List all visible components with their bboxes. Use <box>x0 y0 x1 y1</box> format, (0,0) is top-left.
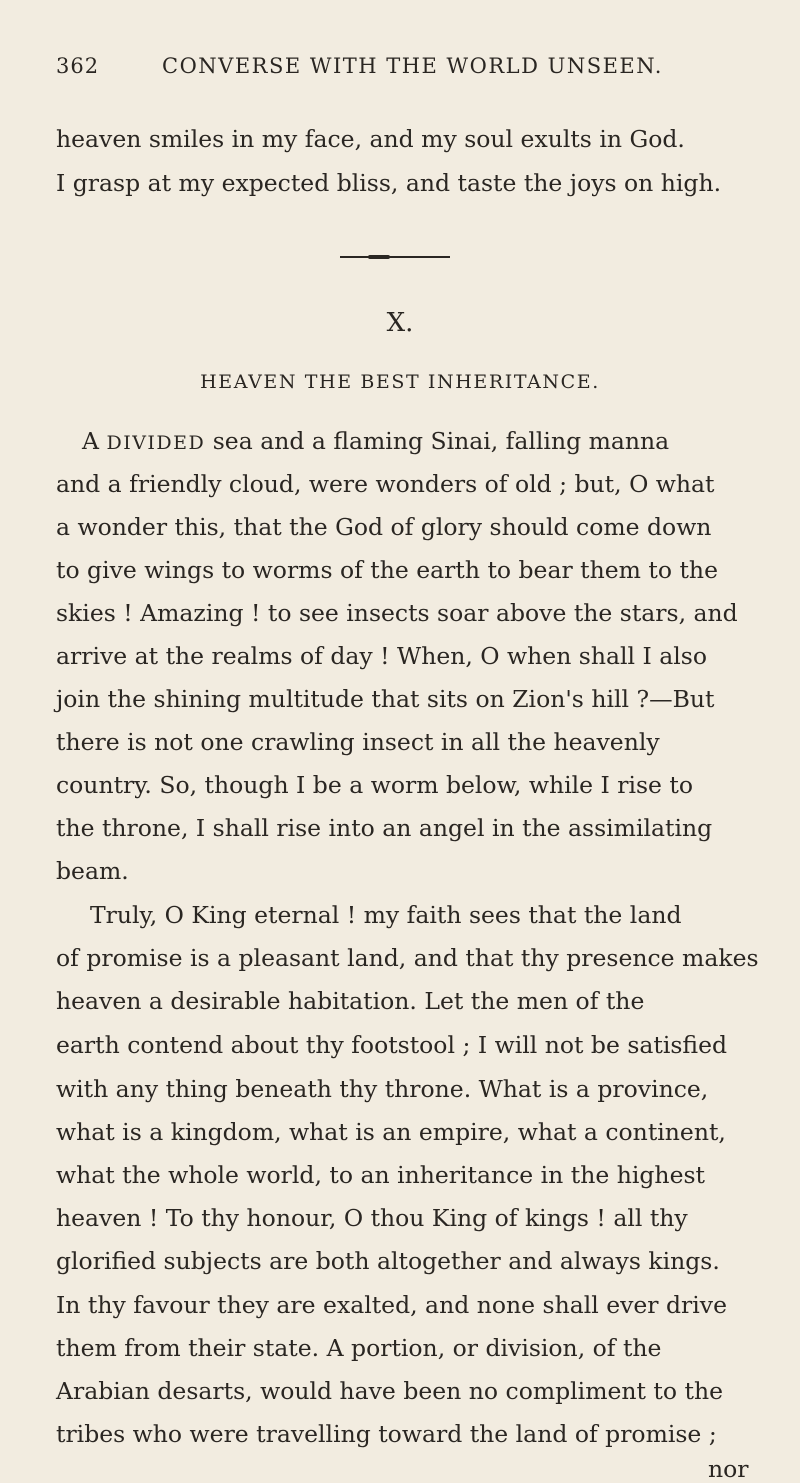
body-line: arrive at the realms of day ! When, O when shall I also <box>56 642 708 670</box>
body-line: what is a kingdom, what is an empire, what a continent, <box>56 1118 726 1146</box>
body-line: there is not one crawling insect in all the heavenly <box>56 728 660 756</box>
body-line: the throne, I shall rise into an angel in the assimilating <box>56 814 713 842</box>
body-line: with any thing beneath thy throne. What is a province, <box>56 1075 709 1103</box>
body-line: heaven a desirable habitation. Let the men of the <box>56 987 645 1015</box>
body-line: join the shining multitude that sits on Zion's hill ?—But <box>56 685 715 713</box>
first-body-line <box>82 427 670 455</box>
body-line: Arabian desarts, would have been no compliment to the <box>56 1377 723 1405</box>
body-line: them from their state. A portion, or division, of the <box>56 1334 662 1362</box>
body-line: a wonder this, that the God of glory should come down <box>56 513 712 541</box>
body-line: Truly, O King eternal ! my faith sees that the land <box>90 901 682 929</box>
running-title: CONVERSE WITH THE WORLD UNSEEN. <box>162 54 663 78</box>
section-rule-ornament <box>340 255 450 259</box>
page-number: 362 <box>56 54 100 78</box>
intro-line: I grasp at my expected bliss, and taste the joys on high. <box>56 169 722 197</box>
body-line: heaven ! To thy honour, O thou King of kings ! all thy <box>56 1204 688 1232</box>
section-title: HEAVEN THE BEST INHERITANCE. <box>200 371 600 393</box>
body-line: tribes who were travelling toward the land of promise ; <box>56 1420 717 1448</box>
smallcaps-word: DIVIDED <box>106 432 206 454</box>
body-line: and a friendly cloud, were wonders of old ; but, O what <box>56 470 715 498</box>
drop-letter: A <box>82 427 99 455</box>
body-line: what the whole world, to an inheritance in the highest <box>56 1161 705 1189</box>
first-line-rest: sea and a flaming Sinai, falling manna <box>205 427 670 455</box>
body-line: earth contend about thy footstool ; I will not be satisfied <box>56 1031 728 1059</box>
body-line: In thy favour they are exalted, and none shall ever drive <box>56 1291 727 1319</box>
body-line: beam. <box>56 857 129 885</box>
body-line: of promise is a pleasant land, and that thy presence makes <box>56 944 759 972</box>
section-number: X. <box>386 308 414 338</box>
body-line: glorified subjects are both altogether and always kings. <box>56 1247 720 1275</box>
body-line: skies ! Amazing ! to see insects soar above the stars, and <box>56 599 738 627</box>
body-line: country. So, though I be a worm below, while I rise to <box>56 771 694 799</box>
catchword: nor <box>708 1455 749 1483</box>
body-line: to give wings to worms of the earth to bear them to the <box>56 556 718 584</box>
intro-line: heaven smiles in my face, and my soul exults in God. <box>56 125 685 153</box>
